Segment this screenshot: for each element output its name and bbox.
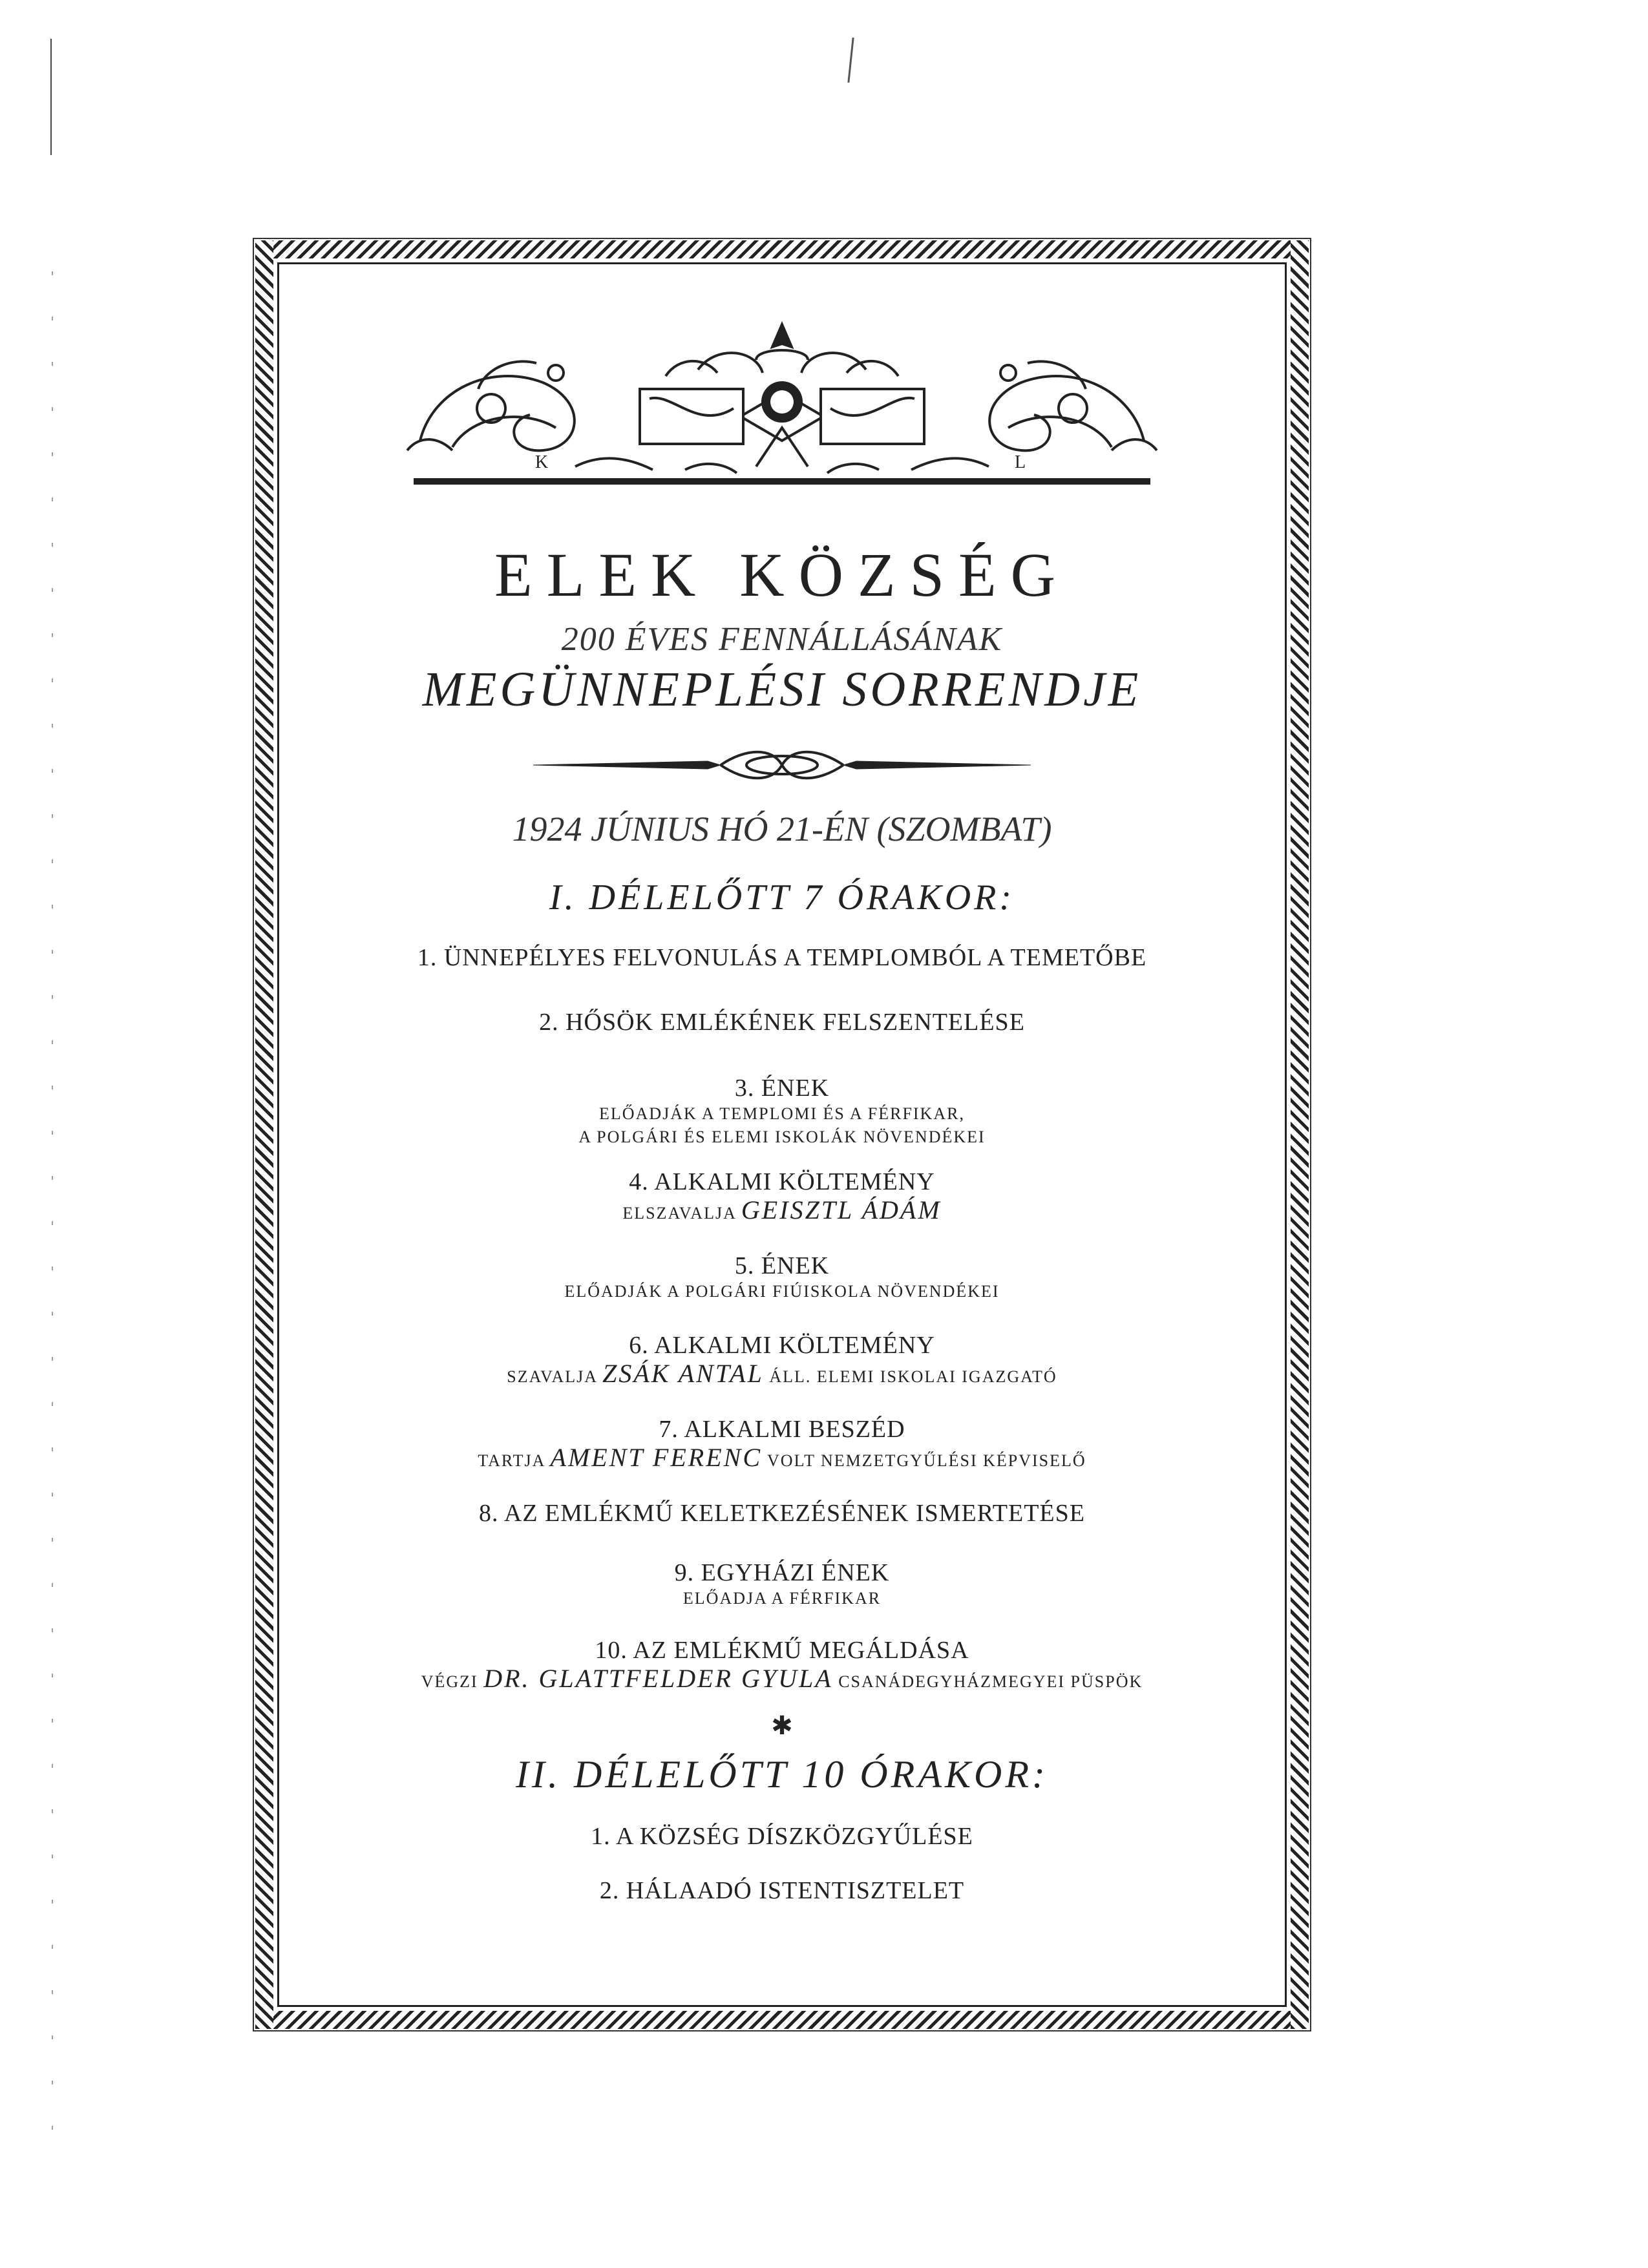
- program-item-3: [294, 1074, 1270, 1149]
- subtitle-line-2: MEGÜNNEPLÉSI SORRENDJE: [422, 662, 1142, 717]
- program-item-detail: [294, 1360, 1270, 1391]
- program-item-title: 7. ALKALMI BESZÉD: [659, 1416, 905, 1443]
- program-card: [255, 240, 1309, 2029]
- program-item-title: 1. A KÖZSÉG DÍSZKÖZGYŰLÉSE: [591, 1823, 973, 1850]
- program-item-title: 2. HŐSÖK EMLÉKÉNEK FELSZENTELÉSE: [539, 1009, 1025, 1036]
- detail-prefix: ELSZAVALJA: [622, 1204, 736, 1223]
- frame-border-top: [255, 240, 1309, 258]
- detail-suffix: ÁLL. ELEMI ISKOLAI IGAZGATÓ: [769, 1367, 1057, 1386]
- program-item-detail: ELŐADJÁK A POLGÁRI FIÚISKOLA NÖVENDÉKEI: [564, 1282, 1000, 1301]
- performer-name: ZSÁK ANTAL: [602, 1359, 764, 1388]
- program-item-detail: [294, 1664, 1270, 1696]
- program-item-title: 5. ÉNEK: [734, 1252, 830, 1279]
- program-item-1: [294, 943, 1270, 972]
- program-item-detail: ELŐADJA A FÉRFIKAR: [682, 1589, 882, 1608]
- section-heading-morning-10: II. DÉLELŐTT 10 ÓRAKOR:: [516, 1753, 1048, 1796]
- detail-suffix: VOLT NEMZETGYŰLÉSI KÉPVISELŐ: [767, 1451, 1086, 1470]
- detail-prefix: TARTJA: [478, 1451, 545, 1470]
- frame-border-bottom: [255, 2011, 1309, 2029]
- frame-border-right: [1291, 240, 1309, 2029]
- program-item-detail: [294, 1196, 1270, 1228]
- program-item-7: [294, 1415, 1270, 1475]
- performer-name: DR. GLATTFELDER GYULA: [483, 1664, 833, 1693]
- main-title: ELEK KÖZSÉG: [494, 540, 1070, 609]
- program-item-2: [294, 1008, 1270, 1036]
- scan-tick-mark: [847, 37, 854, 83]
- scan-edge-mark: [50, 39, 52, 155]
- floral-ornament: [394, 311, 1170, 486]
- program-item-8: [294, 1499, 1270, 1528]
- program-item-detail: ELŐADJÁK A TEMPLOMI ÉS A FÉRFIKAR,: [599, 1104, 965, 1123]
- performer-name: AMENT FERENC: [550, 1443, 762, 1472]
- performer-name: GEISZTL ÁDÁM: [741, 1195, 942, 1224]
- program-item-title: 4. ALKALMI KÖLTEMÉNY: [629, 1168, 935, 1195]
- program-item-2-2: [294, 1876, 1270, 1905]
- separator-star: ✱: [771, 1711, 793, 1740]
- detail-suffix: CSANÁDEGYHÁZMEGYEI PÜSPÖK: [838, 1672, 1143, 1691]
- program-item-title: 2. HÁLAADÓ ISTENTISZTELET: [599, 1877, 965, 1904]
- program-item-5: [294, 1252, 1270, 1303]
- program-item-title: 6. ALKALMI KÖLTEMÉNY: [629, 1332, 935, 1359]
- section-heading-morning-7: I. DÉLELŐTT 7 ÓRAKOR:: [549, 877, 1015, 918]
- event-date: 1924 JÚNIUS HÓ 21-ÉN (SZOMBAT): [512, 810, 1052, 848]
- detail-prefix: SZAVALJA: [507, 1367, 597, 1386]
- program-item-detail: [294, 1444, 1270, 1475]
- ornament-letter-right: L: [1015, 452, 1026, 472]
- program-item-title: 3. ÉNEK: [734, 1075, 830, 1102]
- program-item-title: 1. ÜNNEPÉLYES FELVONULÁS A TEMPLOMBÓL A TEMETŐBE: [417, 944, 1147, 971]
- frame-border-left: [255, 240, 273, 2029]
- program-item-4: [294, 1168, 1270, 1228]
- program-item-title: 10. AZ EMLÉKMŰ MEGÁLDÁSA: [595, 1637, 969, 1664]
- ornament-letter-left: K: [535, 452, 549, 472]
- program-item-detail: A POLGÁRI ÉS ELEMI ISKOLÁK NÖVENDÉKEI: [578, 1128, 986, 1146]
- program-item-title: 8. AZ EMLÉKMŰ KELETKEZÉSÉNEK ISMERTETÉSE: [478, 1500, 1085, 1527]
- program-item-10: [294, 1636, 1270, 1696]
- program-item-title: 9. EGYHÁZI ÉNEK: [674, 1559, 890, 1586]
- ornamental-divider: [527, 744, 1037, 783]
- program-item-9: [294, 1559, 1270, 1610]
- program-item-2-1: [294, 1822, 1270, 1851]
- detail-prefix: VÉGZI: [421, 1672, 478, 1691]
- subtitle-line-1: 200 ÉVES FENNÁLLÁSÁNAK: [561, 621, 1003, 658]
- program-item-6: [294, 1331, 1270, 1391]
- scan-dotted-edge: [52, 271, 53, 2145]
